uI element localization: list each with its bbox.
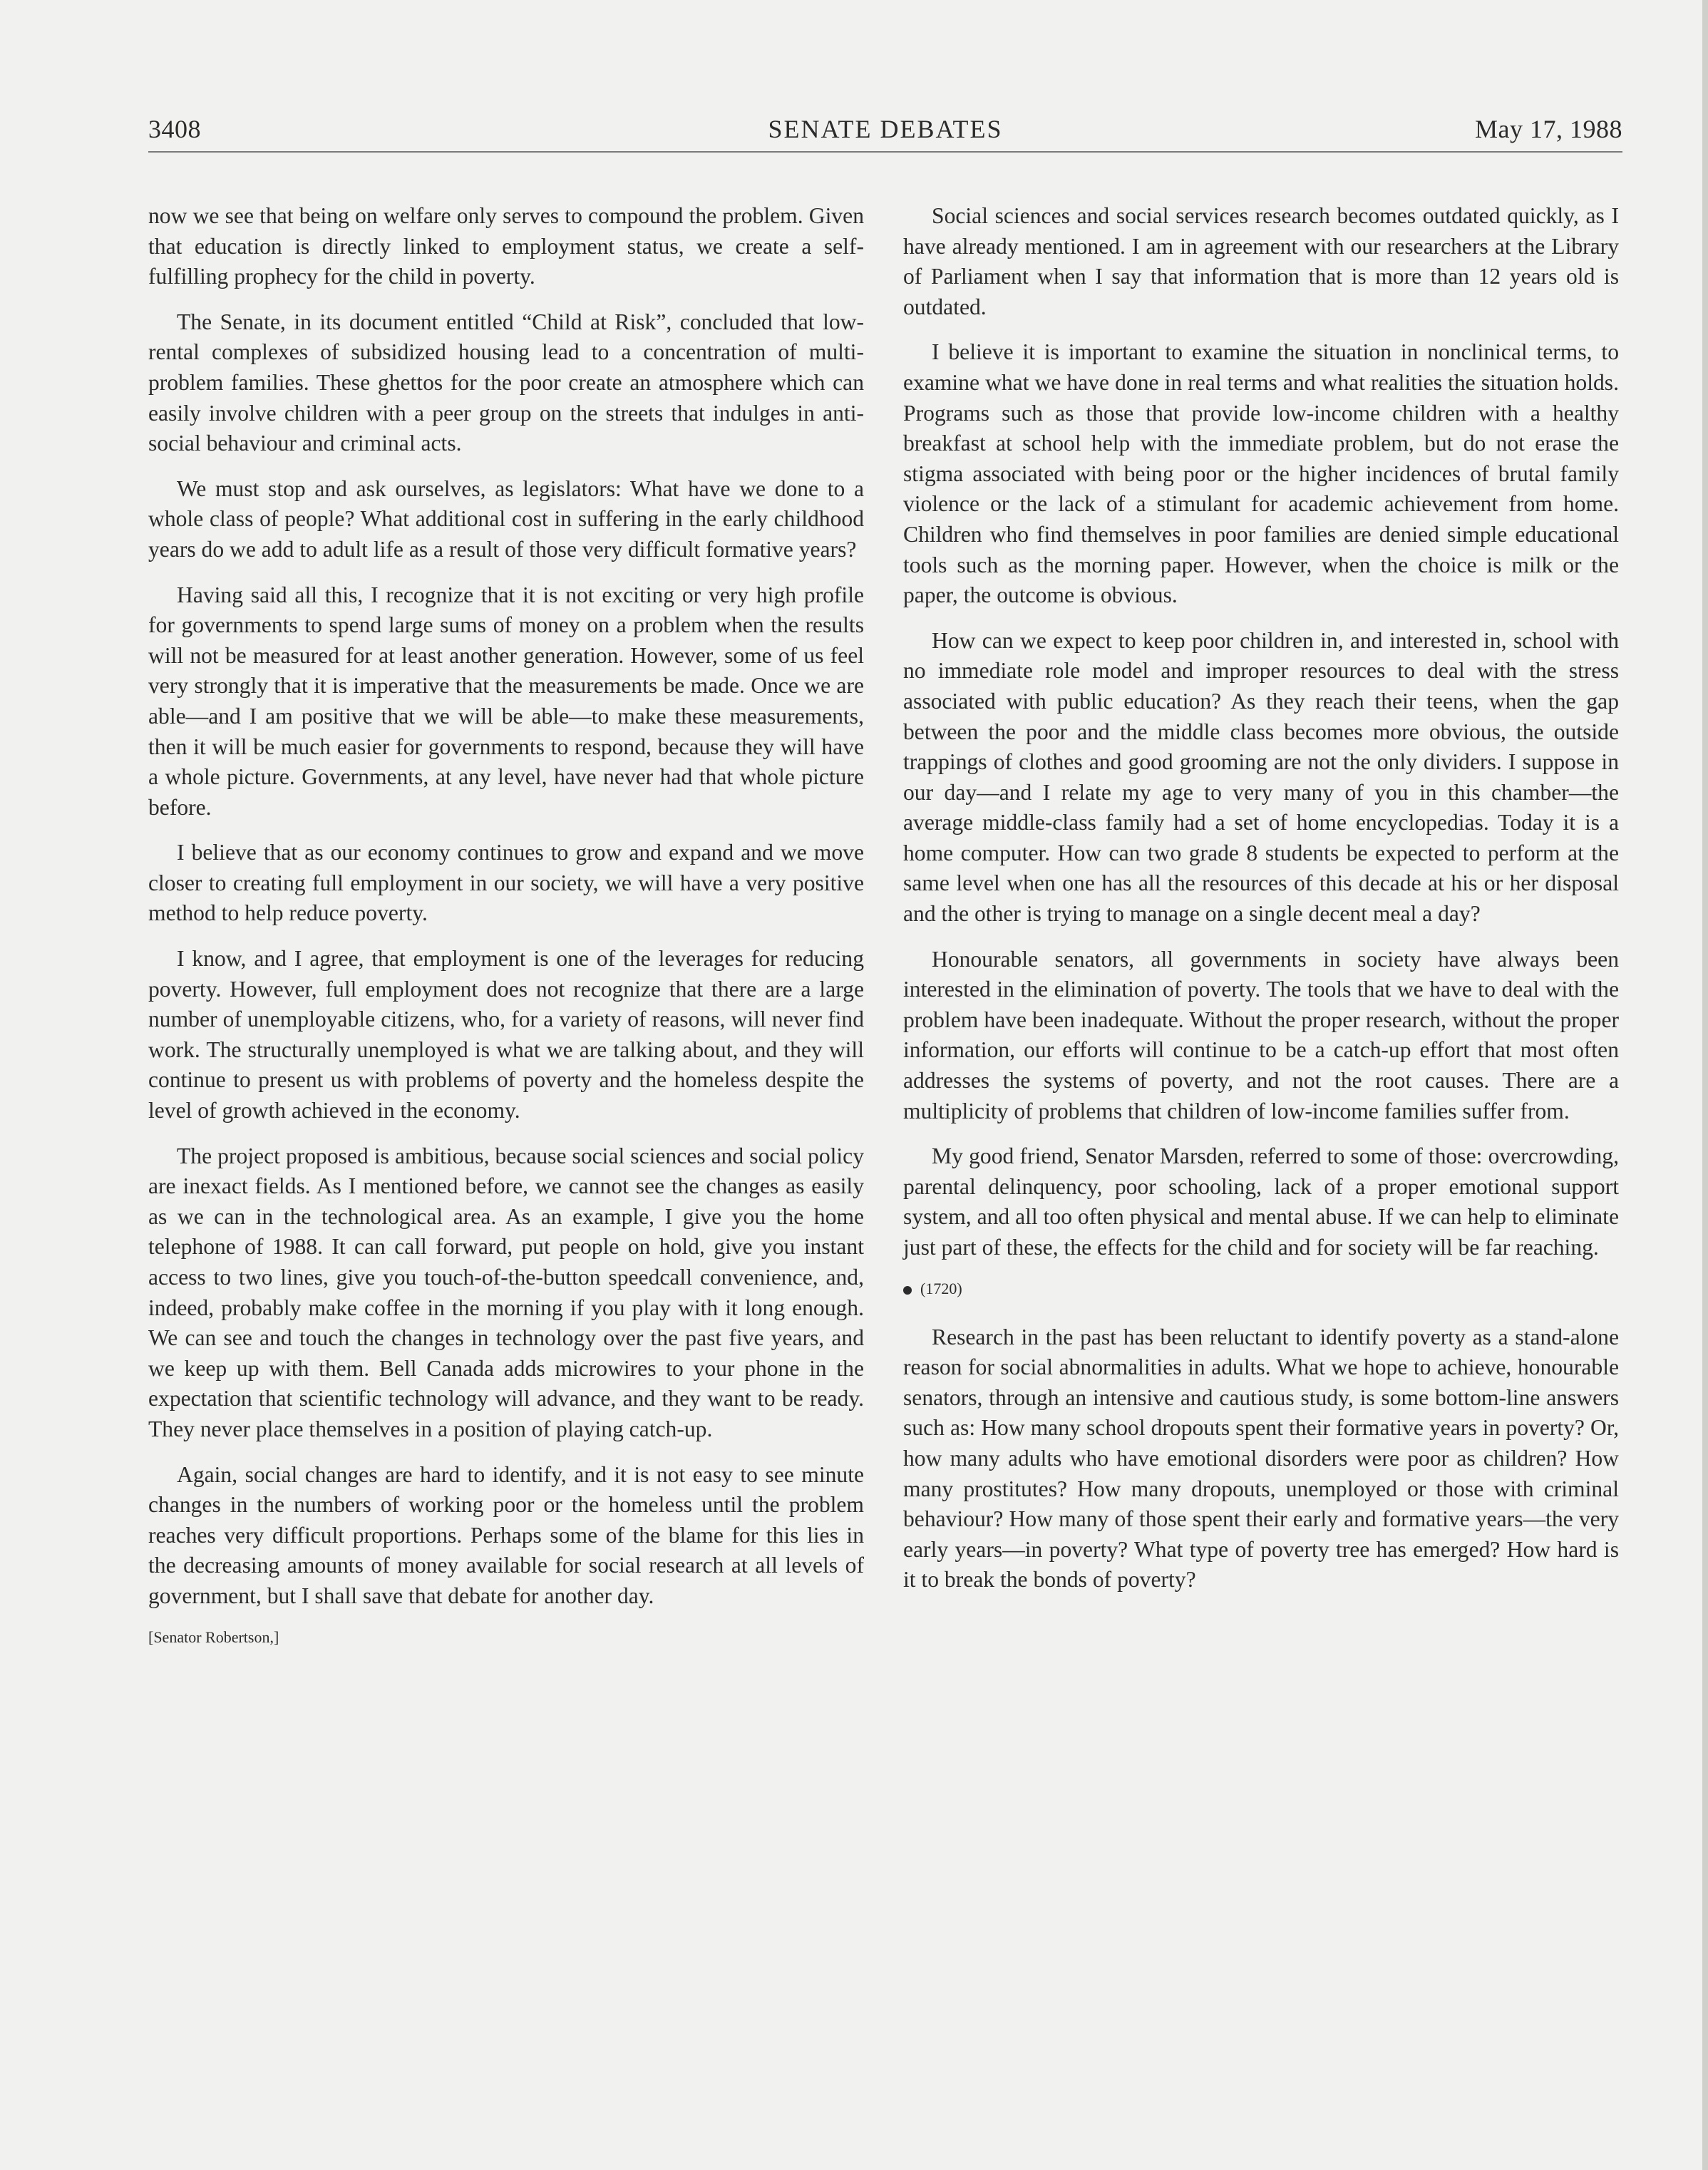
paragraph: Social sciences and social services research becomes outdated quickly, as I have already mentioned. I am in agreement with our researchers at the Library of Parliament when I say that information that is more than 12 years old is outdated. <box>903 203 1619 319</box>
paragraph: Honourable senators, all governments in society have always been interested in the elimination of poverty. The tools that we have to deal with the problem have been inadequate. Without the proper research, without the proper information, our efforts will continue to be a catch-up effort that most often addresses the systems of poverty, and not the root causes. There are a multiplicity of problems that children of low-income families suffer from. <box>903 946 1619 1123</box>
paragraph: Having said all this, I recognize that it is not exciting or very high profile for governments to spend large sums of money on a problem when the results will not be measured for at least another generation. However, some of us feel very strongly that it is imperative that the measurements be made. Once we are able—and I am positive that we will be able—to make these measurements, then it will be much easier for governments to respond, because they will have a whole picture. Governments, at any level, have never had that whole picture before. <box>148 582 864 820</box>
bullet-icon <box>903 1286 912 1295</box>
paragraph: I believe that as our economy continues to grow and expand and we move closer to creating full employment in our society, we will have a very positive method to help reduce poverty. <box>148 840 864 926</box>
page-number: 3408 <box>148 115 201 143</box>
time-marker-label: (1720) <box>920 1279 962 1297</box>
header-rule <box>148 151 1622 153</box>
paragraph: now we see that being on welfare only serves to compound the problem. Given that education is directly linked to employment status, we create a self-fulfilling prophecy for the child in poverty. <box>148 203 864 289</box>
paragraph: My good friend, Senator Marsden, referred to some of those: overcrowding, parental delinquency, poor schooling, lack of a proper emotional support system, and all too often physical and mental abuse. If we can help to eliminate just part of these, the effects for the child and for society will be far reaching. <box>903 1143 1619 1260</box>
publication-date: May 17, 1988 <box>1475 115 1622 143</box>
paragraph: Again, social changes are hard to identify, and it is not easy to see minute changes in the numbers of working poor or the homeless until the problem reaches very difficult proportions. Perhaps some of the blame for this lies in the decreasing amounts of money available for social research at all levels of government, but I shall save that debate for another day. <box>148 1461 864 1608</box>
right-column <box>903 201 1619 1610</box>
paragraph: The project proposed is ambitious, because social sciences and social policy are inexact fields. As I mentioned before, we cannot see the changes as easily as we can in the technological area. As an example, I give you the home telephone of 1988. It can call forward, put people on hold, give you instant access to two lines, give you touch-of-the-button speedcall convenience, and, indeed, probably make coffee in the morning if you play with it long enough. We can see and touch the changes in technology over the past five years, and we keep up with them. Bell Canada adds microwires to your phone in the expectation that scientific technology will advance, and they want to be ready. They never place themselves in a position of playing catch-up. <box>148 1143 864 1441</box>
paragraph: I believe it is important to examine the situation in nonclinical terms, to examine what we have done in real terms and what realities the situation holds. Programs such as those that provide low-income children with a healthy breakfast at school help with the immediate problem, but do not erase the stigma associated with being poor or the higher incidences of brutal family violence or the lack of a stimulant for academic achievement from home. Children who find themselves in poor families are denied simple educational tools such as the morning paper. However, when the choice is milk or the paper, the outcome is obvious. <box>903 339 1619 608</box>
page-header <box>148 114 1622 154</box>
paragraph: How can we expect to keep poor children in, and interested in, school with no immediate role model and improper resources to deal with the stress associated with public education? As they reach their teens, when the gap between the poor and the middle class becomes more obvious, the outside trappings of clothes and good grooming are not the only dividers. I suppose in our day—and I relate my age to very many of you in this chamber—the average middle-class family had a set of home encyclopedias. Today it is a home computer. How can two grade 8 students be expected to perform at the same level when one has all the resources of this decade at his or her disposal and the other is trying to manage on a single decent meal a day? <box>903 627 1619 927</box>
paragraph: The Senate, in its document entitled “Child at Risk”, concluded that low-rental complexes of subsidized housing lead to a concentration of multi-problem families. These ghettos for the poor create an atmosphere which can easily involve children with a peer group on the streets that indulges in anti-social behaviour and criminal acts. <box>148 309 864 456</box>
left-column <box>148 201 864 1648</box>
publication-title: SENATE DEBATES <box>768 115 1003 143</box>
paragraph: Research in the past has been reluctant to identify poverty as a stand-alone reason for social abnormalities in adults. What we hope to achieve, honourable senators, through an intensive and cautious study, is some bottom-line answers such as: How many school dropouts spent their formative years in poverty? Or, how many adults who have emotional disorders were poor as children? How many prostitutes? How many dropouts, unemployed or those with criminal behaviour? How many of those spent their early and formative years—the very early years—in poverty? What type of poverty tree has emerged? How hard is it to break the bonds of poverty? <box>903 1324 1619 1593</box>
time-marker <box>903 1278 1619 1300</box>
page-edge-shadow <box>1702 0 1708 2170</box>
paragraph: I know, and I agree, that employment is one of the leverages for reducing poverty. However, full employment does not recognize that there are a large number of unemployable citizens, who, for a variety of reasons, will never find work. The structurally unemployed is what we are talking about, and they will continue to present us with problems of poverty and the homeless despite the level of growth achieved in the economy. <box>148 946 864 1123</box>
speaker-note: [Senator Robertson,] <box>148 1628 279 1646</box>
paragraph: We must stop and ask ourselves, as legislators: What have we done to a whole class of people? What additional cost in suffering in the early childhood years do we add to adult life as a result of those very difficult formative years? <box>148 475 864 562</box>
